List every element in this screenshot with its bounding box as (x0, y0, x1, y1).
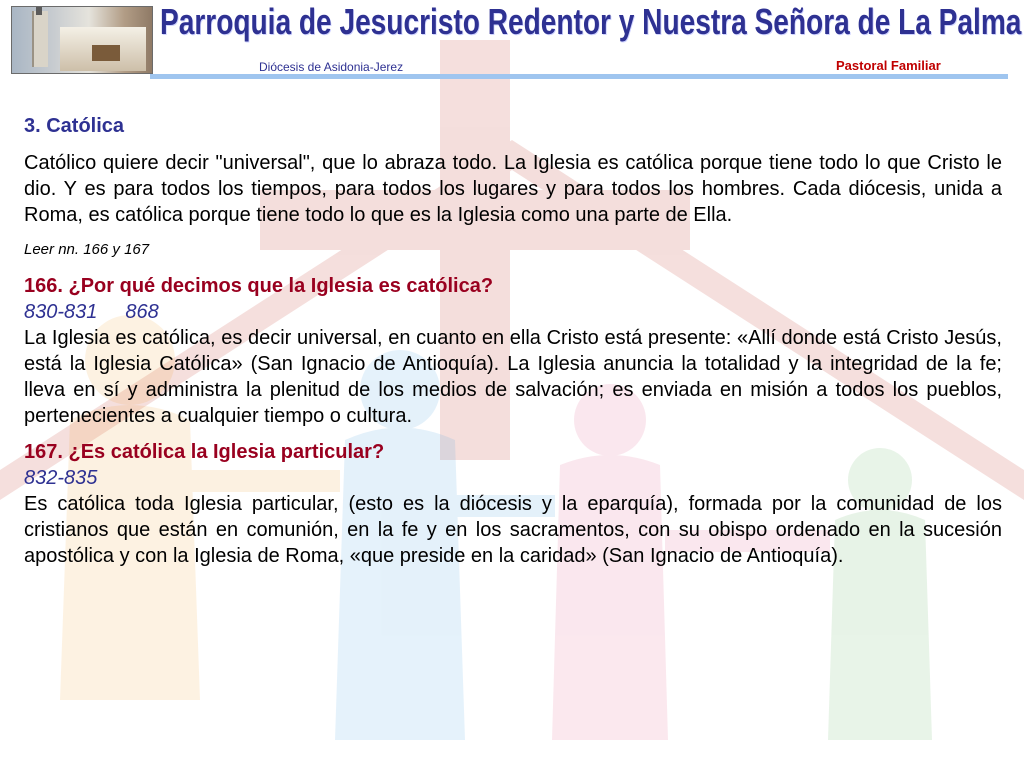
intro-paragraph: Católico quiere decir "universal", que lo abraza todo. La Iglesia es católica porque tiene todo lo que Cristo le dio. Y es para todos los tiempos, para todos los lugares y para todos los hombres. Cada diócesis, unida a Roma, es católica porque tiene todo lo que es la Iglesia como una parte de Ella. (24, 152, 1002, 226)
photo-altar (92, 45, 120, 61)
question-167: 167. ¿Es católica la Iglesia particular? (24, 441, 385, 463)
reference-868: 868 (125, 301, 159, 323)
photo-tower (32, 11, 48, 67)
answer-167: Es católica toda Iglesia particular, (esto es la diócesis y la eparquía), formada por la comunidad de los cristianos que están en comunión, en la fe y en los sacramentos, con su obispo ordenado en la sucesión apostólica y con la Iglesia de Roma, «que preside en la caridad» (San Ignacio de Antioquía). (24, 493, 1002, 567)
church-photo (11, 6, 153, 74)
answer-166: La Iglesia es católica, es decir universal, en cuanto en ella Cristo está presente: «Allí donde está Cristo Jesús, está la Iglesia Católica» (San Ignacio de Antioquía). La Iglesia anuncia la totalidad y la integridad de la fe; lleva en sí y administra la plenitud de los medios de salvación; es enviada en misión a todos los pueblos, pertenecientes a cualquier tiempo o cultura. (24, 327, 1002, 427)
photo-cross-icon (36, 7, 42, 15)
references-166 (24, 299, 1002, 325)
references-167: 832-835 (24, 467, 98, 489)
diocese-label: Diócesis de Asidonia-Jerez (259, 60, 404, 74)
section-label: Pastoral Familiar (836, 58, 941, 73)
section-heading: 3. Católica (24, 115, 125, 137)
parish-title: Parroquia de Jesucristo Redentor y Nuestra Señora de La Palma (160, 1, 1022, 42)
reference-830-831: 830-831 (24, 301, 98, 323)
question-166: 166. ¿Por qué decimos que la Iglesia es católica? (24, 275, 494, 297)
header-rule (150, 74, 1008, 79)
main-content (24, 114, 1002, 569)
read-note: Leer nn. 166 y 167 (24, 241, 150, 258)
